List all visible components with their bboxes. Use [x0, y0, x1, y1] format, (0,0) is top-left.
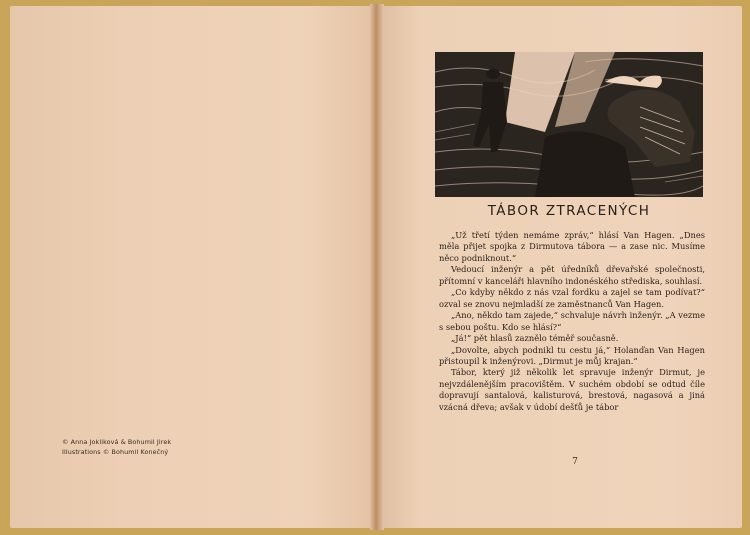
book-gutter: [370, 4, 384, 530]
illustrator-credit: Illustrations © Bohumil Konečný: [62, 448, 169, 456]
woodcut-illustration: [435, 52, 703, 197]
paragraph: „Co kdyby někdo z nás vzal fordku a zajel se tam podívat?“ ozval se znovu nejmladší ze zaměstnanců Van Hagen.: [439, 287, 705, 309]
paragraph: „Ano, někdo tam zajede,“ schvaluje návrh inženýr. „A vezme s sebou poštu. Kdo se hlásí?“: [439, 310, 705, 332]
author-credit: © Anna Jokliková & Bohumil Jirek: [62, 438, 172, 446]
paragraph: „Já!“ pět hlasů zaznělo téměř současně.: [451, 333, 619, 344]
paragraph: „Už třetí týden nemáme zpráv,“ hlásí Van Hagen. „Dnes měla přijet spojka z Dirmutova tábora — a zase nic. Musíme něco podniknout.“: [439, 230, 705, 263]
paragraph: Tábor, který již několik let spravuje inženýr Dirmut, je nejvzdálenějším pracovištěm. V suchém období se odtud číle dopravují santalová, kalisturová, brestová, nagasová a jiná vzácná dřeva; avšak v údobí dešťů je tábor: [439, 367, 705, 412]
chapter-title: TÁBOR ZTRACENÝCH: [487, 203, 651, 219]
paragraph: „Dovolte, abych podnikl tu cestu já,“ Holanďan Van Hagen přistoupil k inženýrovi. „Dirmut je můj krajan.“: [439, 344, 705, 366]
paragraph: Vedoucí inženýr a pět úředníků dřevařské společnosti, přítomní v kanceláři hlavního indonéského střediska, souhlasí.: [439, 264, 705, 286]
copyright-credits: [62, 437, 262, 457]
page-number: 7: [572, 457, 578, 467]
chapter-body: [439, 230, 705, 413]
